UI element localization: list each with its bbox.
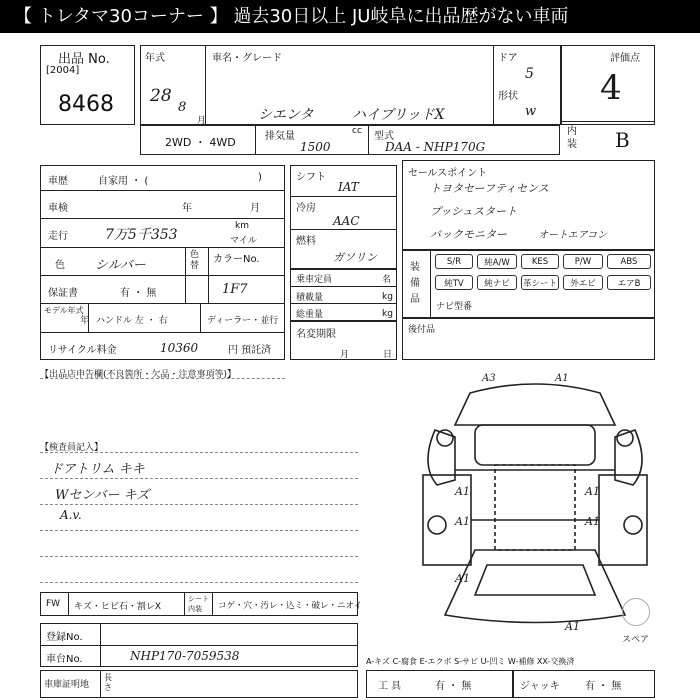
banner: 【 トレタマ30コーナー 】 過去30日以上 JU岐阜に出品歴がない車両 (0, 0, 700, 33)
score-value: 4 (600, 68, 622, 108)
displacement-label: 排気量 (265, 131, 295, 142)
sales-label: セールスポイント (408, 168, 488, 179)
reg-deadline-label: 名変期限 (296, 329, 336, 340)
sales-line-3: バックモニター (430, 228, 507, 241)
shift-value: IAT (338, 180, 359, 194)
color-no-label: カラーNo. (213, 254, 260, 265)
interior-value: B (615, 128, 630, 152)
mark-a1-rear-left: A1 (455, 572, 470, 585)
grade-value: ハイブリッドX (352, 107, 445, 123)
gross-label: 総重量 (296, 310, 324, 320)
ac-value: AAC (333, 214, 360, 228)
equip-sr: S/R (435, 254, 473, 269)
color-label: 色 (55, 260, 65, 271)
displacement-value: 1500 (300, 140, 331, 154)
model-year-unit: 年 (80, 316, 90, 326)
fw-text: キズ・ヒビ石・割レX (74, 602, 161, 612)
mileage-label: 走行 (48, 231, 68, 242)
reg-deadline-day: 日 (383, 350, 393, 360)
tools-value: 有 ・ 無 (435, 681, 472, 692)
inspector-label: 【検査員記入】 (40, 443, 104, 453)
equip-navi: 純ナビ (477, 275, 517, 290)
fw-label: FW (46, 599, 61, 609)
inspector-line-3: A.v. (60, 508, 82, 522)
equip-tv: 純TV (435, 275, 473, 290)
inspection-label: 車検 (48, 203, 68, 214)
shift-label: シフト (296, 172, 326, 183)
equip-pw: P/W (563, 254, 603, 269)
mark-a1-left-rear: A1 (455, 515, 470, 528)
car-damage-diagram (415, 375, 655, 630)
door-value: 5 (525, 66, 534, 82)
seat-label: シート内装 (188, 595, 209, 613)
equip-kes: KES (521, 254, 559, 269)
gross-unit: kg (382, 309, 393, 319)
equip-aw: 純A/W (477, 254, 517, 269)
spare-label: スペア (622, 635, 650, 645)
load-label: 積載量 (296, 293, 324, 303)
jack-value: 有 ・ 無 (585, 681, 622, 692)
handle-label: ハンドル 左 ・ 右 (96, 316, 168, 326)
equip-leather: 革シート (521, 275, 559, 290)
warranty-label: 保証書 (48, 288, 78, 299)
declaration-label: 【出品店申告欄(不良箇所・欠品・注意事項等)】 (40, 370, 237, 380)
mark-a1-right-rear: A1 (585, 515, 600, 528)
year-label: 年式 (145, 53, 165, 64)
name-label: 車名・グレード (212, 53, 282, 64)
month-value: 8 (178, 100, 187, 115)
mileage-value: 7万5千353 (105, 227, 178, 243)
fuel-value: ガソリン (333, 251, 377, 264)
chassis-value: NHP170-7059538 (130, 649, 240, 663)
name-value: シエンタ (258, 107, 314, 123)
ac-label: 冷房 (296, 203, 316, 214)
equip-abs: ABS (607, 254, 651, 269)
shape-label: 形状 (498, 91, 518, 102)
mark-a3: A3 (482, 373, 496, 384)
fuel-label: 燃料 (296, 236, 316, 247)
damage-legend: A-キズ C-腐食 E-エクボ S-サビ U-凹ミ W-補修 XX-交換済 (366, 657, 575, 666)
mark-a1-left-door: A1 (455, 485, 470, 498)
mark-a1-right-door: A1 (585, 485, 600, 498)
equip-airbag: エアB (607, 275, 651, 290)
cert-label: 車庫証明地 (44, 680, 90, 690)
reg-deadline-month: 月 (340, 350, 350, 360)
cert-sub: 長さ (104, 673, 112, 692)
mile-label: マイル (230, 236, 257, 246)
chassis-label: 車台No. (46, 654, 83, 665)
drive-value: 2WD ・ 4WD (165, 136, 236, 149)
inspector-line-1: ドアトリム キキ (50, 462, 145, 477)
mark-a1-front: A1 (555, 373, 569, 384)
interior-label: 内装 (567, 126, 577, 150)
aftermarket-label: 後付品 (408, 325, 436, 335)
lot-number: 8468 (58, 92, 114, 117)
spare-tire (622, 598, 650, 626)
sales-line-1: トヨタセーフティセンス (430, 182, 549, 195)
inspection-month: 月 (250, 203, 260, 214)
score-label: 評価点 (610, 53, 640, 64)
lot-label: 出品 No. (58, 52, 110, 67)
reg-no-label: 登録No. (46, 632, 83, 643)
model-year-label: モデル年式 (44, 306, 84, 315)
history-label: 車歴 (48, 176, 68, 187)
aftermarket-box (402, 318, 655, 360)
door-label: ドア (498, 53, 518, 64)
history-value: 自家用 ・ ( (98, 176, 149, 187)
sales-line-2: プッシュスタート (430, 205, 518, 218)
jack-label: ジャッキ (520, 681, 560, 692)
navi-model-label: ナビ型番 (436, 302, 473, 312)
color-no-value: 1F7 (222, 282, 248, 297)
warranty-value: 有 ・ 無 (120, 288, 157, 299)
capacity-unit: 名 (382, 275, 392, 285)
lot-year-label: [2004] (46, 65, 80, 76)
model-label: 型式 (374, 131, 394, 142)
history-close: ) (258, 172, 262, 183)
shape-value: w (525, 104, 537, 119)
month-unit: 月 (197, 116, 207, 126)
sales-line-4: オートエアコン (538, 230, 608, 241)
color-change: 色替 (190, 250, 200, 271)
tools-label: 工 具 (378, 681, 402, 692)
year-value: 28 (150, 86, 172, 106)
recycle-label: リサイクル料金 (48, 345, 117, 356)
load-unit: kg (382, 292, 393, 302)
km-label: km (235, 221, 249, 231)
dealer-label: ディーラー・並行 (207, 316, 279, 326)
recycle-unit: 円 預託済 (228, 345, 272, 356)
model-value: DAA - NHP170G (385, 140, 486, 154)
seat-text: コゲ・穴・汚レ・込ミ・破レ・ニオイ (218, 601, 363, 611)
recycle-value: 10360 (160, 341, 199, 355)
cc-label: cc (352, 126, 362, 136)
inspection-year: 年 (182, 203, 192, 214)
color-value: シルバー (95, 258, 146, 273)
capacity-label: 乗車定員 (296, 275, 333, 285)
mark-a1-bottom: A1 (565, 620, 580, 633)
inspector-line-2: Wセンバー キズ (55, 488, 150, 503)
equipment-label: 装備品 (410, 262, 420, 305)
equip-ext: 外エビ (563, 275, 603, 290)
